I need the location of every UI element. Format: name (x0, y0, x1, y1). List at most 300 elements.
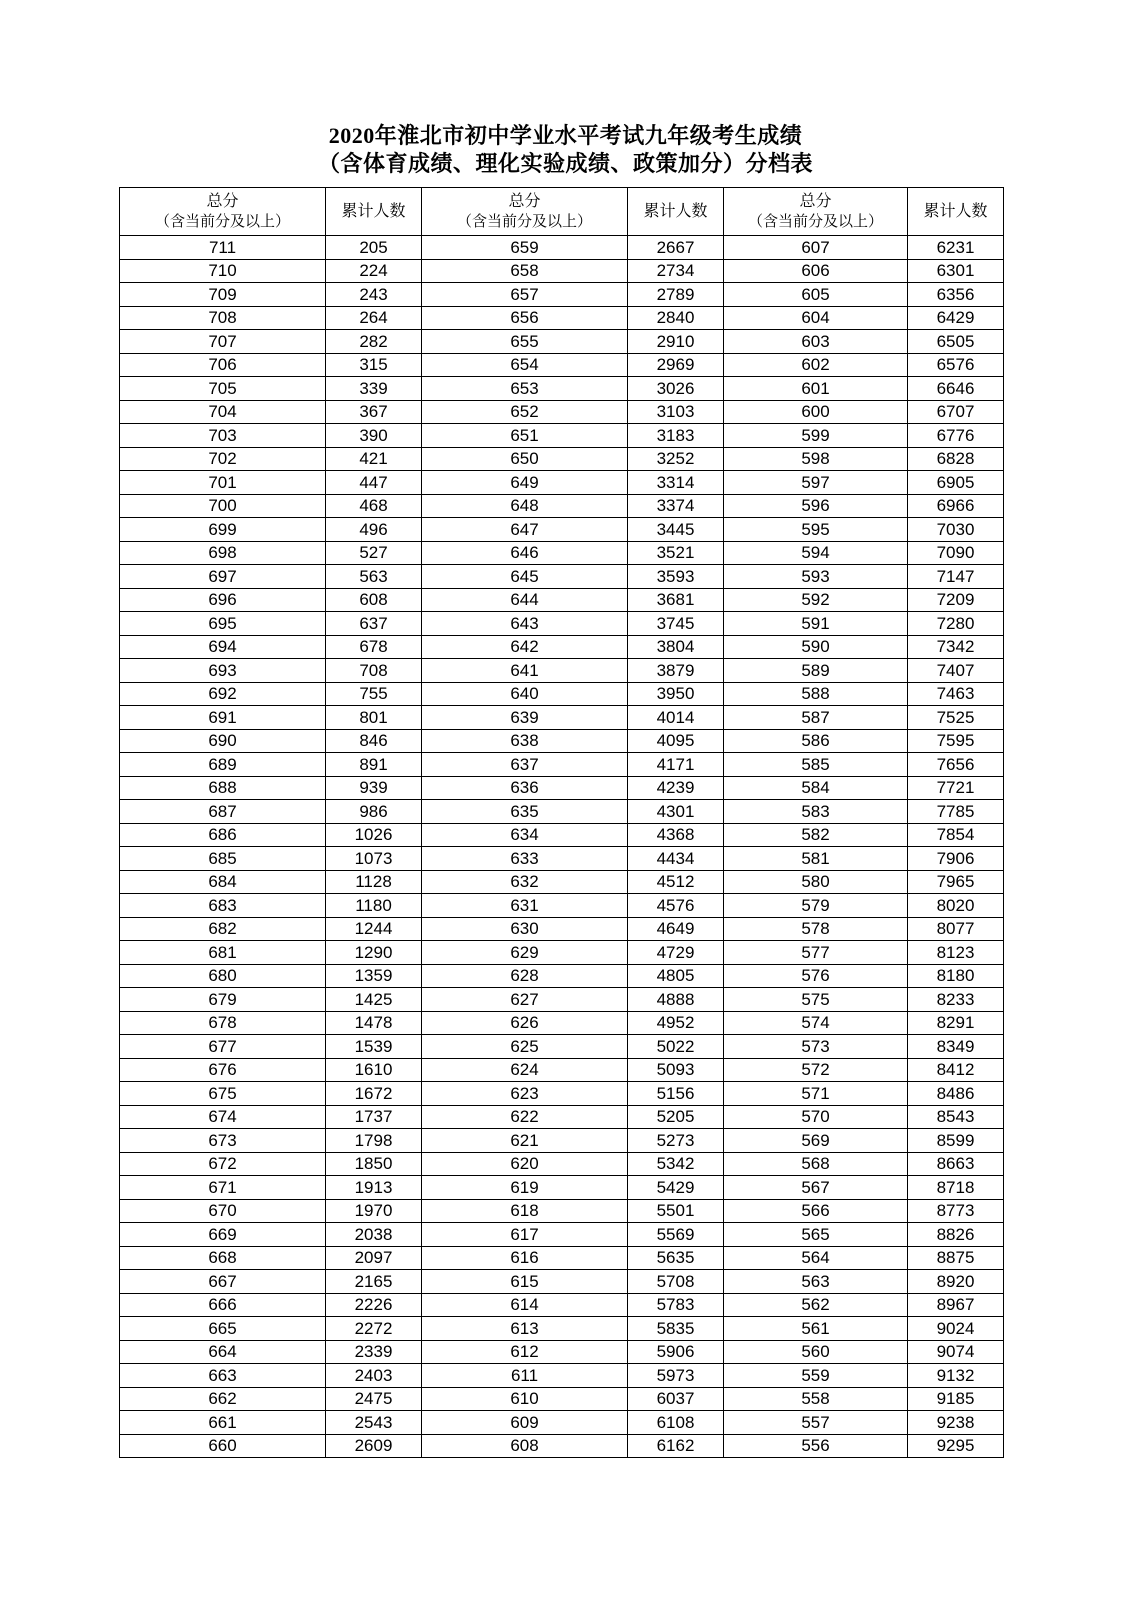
score-cell: 688 (120, 776, 326, 800)
score-cell: 634 (422, 823, 628, 847)
count-cell: 7030 (908, 518, 1004, 542)
score-cell: 610 (422, 1387, 628, 1411)
count-cell: 637 (326, 612, 422, 636)
count-cell: 367 (326, 400, 422, 424)
count-cell: 8773 (908, 1199, 1004, 1223)
count-cell: 9024 (908, 1317, 1004, 1341)
score-cell: 609 (422, 1411, 628, 1435)
score-cell: 656 (422, 306, 628, 330)
count-cell: 5342 (628, 1152, 724, 1176)
score-cell: 693 (120, 659, 326, 683)
score-cell: 586 (724, 729, 908, 753)
score-cell: 638 (422, 729, 628, 753)
score-cell: 706 (120, 353, 326, 377)
score-cell: 590 (724, 635, 908, 659)
score-cell: 690 (120, 729, 326, 753)
count-cell: 4368 (628, 823, 724, 847)
count-cell: 4171 (628, 753, 724, 777)
table-row (120, 894, 1004, 918)
count-cell: 8291 (908, 1011, 1004, 1035)
table-row (120, 565, 1004, 589)
count-cell: 3314 (628, 471, 724, 495)
count-cell: 608 (326, 588, 422, 612)
score-cell: 570 (724, 1105, 908, 1129)
table-row (120, 377, 1004, 401)
count-cell: 3681 (628, 588, 724, 612)
score-cell: 596 (724, 494, 908, 518)
count-cell: 7656 (908, 753, 1004, 777)
count-cell: 7090 (908, 541, 1004, 565)
count-cell: 1610 (326, 1058, 422, 1082)
count-cell: 4434 (628, 847, 724, 871)
table-row (120, 941, 1004, 965)
table-row (120, 471, 1004, 495)
table-row (120, 612, 1004, 636)
score-cell: 701 (120, 471, 326, 495)
count-cell: 282 (326, 330, 422, 354)
count-cell: 1672 (326, 1082, 422, 1106)
count-cell: 563 (326, 565, 422, 589)
count-cell: 4512 (628, 870, 724, 894)
table-row (120, 518, 1004, 542)
count-cell: 205 (326, 236, 422, 260)
table-row (120, 847, 1004, 871)
score-cell: 697 (120, 565, 326, 589)
count-cell: 390 (326, 424, 422, 448)
table-row (120, 1387, 1004, 1411)
score-cell: 563 (724, 1270, 908, 1294)
count-cell: 4649 (628, 917, 724, 941)
count-cell: 4952 (628, 1011, 724, 1035)
score-cell: 649 (422, 471, 628, 495)
score-cell: 572 (724, 1058, 908, 1082)
score-cell: 611 (422, 1364, 628, 1388)
count-cell: 6646 (908, 377, 1004, 401)
count-cell: 3374 (628, 494, 724, 518)
score-cell: 633 (422, 847, 628, 871)
score-cell: 569 (724, 1129, 908, 1153)
score-cell: 645 (422, 565, 628, 589)
table-row (120, 1199, 1004, 1223)
count-cell: 2543 (326, 1411, 422, 1435)
count-cell: 3183 (628, 424, 724, 448)
score-cell: 695 (120, 612, 326, 636)
count-cell: 5973 (628, 1364, 724, 1388)
header-count-2: 累计人数 (628, 188, 724, 236)
score-cell: 621 (422, 1129, 628, 1153)
score-cell: 562 (724, 1293, 908, 1317)
count-cell: 6108 (628, 1411, 724, 1435)
count-cell: 243 (326, 283, 422, 307)
count-cell: 2339 (326, 1340, 422, 1364)
count-cell: 7209 (908, 588, 1004, 612)
count-cell: 421 (326, 447, 422, 471)
score-cell: 685 (120, 847, 326, 871)
score-cell: 686 (120, 823, 326, 847)
score-cell: 640 (422, 682, 628, 706)
count-cell: 5156 (628, 1082, 724, 1106)
table-row (120, 800, 1004, 824)
score-cell: 618 (422, 1199, 628, 1223)
table-row (120, 400, 1004, 424)
score-cell: 605 (724, 283, 908, 307)
score-cell: 672 (120, 1152, 326, 1176)
count-cell: 8543 (908, 1105, 1004, 1129)
score-cell: 632 (422, 870, 628, 894)
score-cell: 582 (724, 823, 908, 847)
table-row (120, 259, 1004, 283)
score-cell: 557 (724, 1411, 908, 1435)
count-cell: 5569 (628, 1223, 724, 1247)
title-line-1: 2020年淮北市初中学业水平考试九年级考生成绩 (328, 123, 803, 148)
score-cell: 619 (422, 1176, 628, 1200)
count-cell: 8967 (908, 1293, 1004, 1317)
score-cell: 681 (120, 941, 326, 965)
score-cell: 703 (120, 424, 326, 448)
table-row (120, 823, 1004, 847)
count-cell: 2038 (326, 1223, 422, 1247)
count-cell: 2165 (326, 1270, 422, 1294)
score-cell: 689 (120, 753, 326, 777)
count-cell: 3804 (628, 635, 724, 659)
count-cell: 4888 (628, 988, 724, 1012)
score-cell: 584 (724, 776, 908, 800)
score-cell: 593 (724, 565, 908, 589)
count-cell: 2789 (628, 283, 724, 307)
score-cell: 574 (724, 1011, 908, 1035)
count-cell: 3521 (628, 541, 724, 565)
score-cell: 577 (724, 941, 908, 965)
score-cell: 698 (120, 541, 326, 565)
table-row (120, 1058, 1004, 1082)
count-cell: 8020 (908, 894, 1004, 918)
score-cell: 696 (120, 588, 326, 612)
score-cell: 631 (422, 894, 628, 918)
count-cell: 1359 (326, 964, 422, 988)
table-row (120, 1317, 1004, 1341)
table-header-row (120, 188, 1004, 236)
score-cell: 625 (422, 1035, 628, 1059)
table-row (120, 424, 1004, 448)
count-cell: 708 (326, 659, 422, 683)
count-cell: 2910 (628, 330, 724, 354)
count-cell: 4014 (628, 706, 724, 730)
score-cell: 660 (120, 1434, 326, 1458)
score-cell: 675 (120, 1082, 326, 1106)
score-cell: 623 (422, 1082, 628, 1106)
count-cell: 4301 (628, 800, 724, 824)
score-cell: 622 (422, 1105, 628, 1129)
count-cell: 1073 (326, 847, 422, 871)
count-cell: 8599 (908, 1129, 1004, 1153)
score-cell: 674 (120, 1105, 326, 1129)
score-cell: 650 (422, 447, 628, 471)
table-row (120, 635, 1004, 659)
score-cell: 680 (120, 964, 326, 988)
score-cell: 641 (422, 659, 628, 683)
table-row (120, 494, 1004, 518)
score-cell: 585 (724, 753, 908, 777)
table-row (120, 729, 1004, 753)
score-cell: 654 (422, 353, 628, 377)
table-row (120, 447, 1004, 471)
count-cell: 6037 (628, 1387, 724, 1411)
score-cell: 711 (120, 236, 326, 260)
count-cell: 846 (326, 729, 422, 753)
score-cell: 598 (724, 447, 908, 471)
score-cell: 560 (724, 1340, 908, 1364)
count-cell: 2734 (628, 259, 724, 283)
score-cell: 646 (422, 541, 628, 565)
table-row (120, 1411, 1004, 1435)
score-cell: 648 (422, 494, 628, 518)
table-row (120, 236, 1004, 260)
score-cell: 708 (120, 306, 326, 330)
table-row (120, 1223, 1004, 1247)
count-cell: 2609 (326, 1434, 422, 1458)
count-cell: 8663 (908, 1152, 1004, 1176)
count-cell: 5783 (628, 1293, 724, 1317)
table-row (120, 1129, 1004, 1153)
table-row (120, 1246, 1004, 1270)
count-cell: 1478 (326, 1011, 422, 1035)
count-cell: 8718 (908, 1176, 1004, 1200)
count-cell: 7525 (908, 706, 1004, 730)
title-line-2: （含体育成绩、理化实验成绩、政策加分）分档表 (317, 151, 813, 176)
count-cell: 5708 (628, 1270, 724, 1294)
table-row (120, 306, 1004, 330)
count-cell: 224 (326, 259, 422, 283)
score-cell: 655 (422, 330, 628, 354)
score-cell: 658 (422, 259, 628, 283)
score-cell: 653 (422, 377, 628, 401)
score-cell: 595 (724, 518, 908, 542)
count-cell: 2475 (326, 1387, 422, 1411)
count-cell: 6505 (908, 330, 1004, 354)
count-cell: 8826 (908, 1223, 1004, 1247)
count-cell: 339 (326, 377, 422, 401)
count-cell: 4729 (628, 941, 724, 965)
count-cell: 678 (326, 635, 422, 659)
score-cell: 589 (724, 659, 908, 683)
score-cell: 676 (120, 1058, 326, 1082)
table-row (120, 964, 1004, 988)
score-cell: 679 (120, 988, 326, 1012)
score-cell: 665 (120, 1317, 326, 1341)
score-cell: 556 (724, 1434, 908, 1458)
count-cell: 5205 (628, 1105, 724, 1129)
score-cell: 668 (120, 1246, 326, 1270)
count-cell: 3593 (628, 565, 724, 589)
count-cell: 8233 (908, 988, 1004, 1012)
score-cell: 573 (724, 1035, 908, 1059)
table-row (120, 1293, 1004, 1317)
table-row (120, 330, 1004, 354)
table-row (120, 917, 1004, 941)
score-cell: 710 (120, 259, 326, 283)
count-cell: 1970 (326, 1199, 422, 1223)
count-cell: 3103 (628, 400, 724, 424)
score-cell: 564 (724, 1246, 908, 1270)
count-cell: 7854 (908, 823, 1004, 847)
count-cell: 2272 (326, 1317, 422, 1341)
count-cell: 1850 (326, 1152, 422, 1176)
score-cell: 616 (422, 1246, 628, 1270)
count-cell: 1913 (326, 1176, 422, 1200)
count-cell: 7906 (908, 847, 1004, 871)
score-cell: 677 (120, 1035, 326, 1059)
score-cell: 627 (422, 988, 628, 1012)
count-cell: 755 (326, 682, 422, 706)
score-cell: 694 (120, 635, 326, 659)
count-cell: 9074 (908, 1340, 1004, 1364)
count-cell: 1128 (326, 870, 422, 894)
score-cell: 579 (724, 894, 908, 918)
score-cell: 669 (120, 1223, 326, 1247)
header-score-sub: （含当前分及以上） (456, 212, 592, 230)
score-cell: 666 (120, 1293, 326, 1317)
score-cell: 559 (724, 1364, 908, 1388)
count-cell: 1425 (326, 988, 422, 1012)
table-row (120, 1035, 1004, 1059)
score-cell: 700 (120, 494, 326, 518)
count-cell: 527 (326, 541, 422, 565)
score-cell: 597 (724, 471, 908, 495)
score-cell: 626 (422, 1011, 628, 1035)
count-cell: 891 (326, 753, 422, 777)
score-cell: 612 (422, 1340, 628, 1364)
score-cell: 607 (724, 236, 908, 260)
score-cell: 624 (422, 1058, 628, 1082)
score-cell: 608 (422, 1434, 628, 1458)
score-cell: 615 (422, 1270, 628, 1294)
count-cell: 9238 (908, 1411, 1004, 1435)
score-cell: 594 (724, 541, 908, 565)
score-cell: 637 (422, 753, 628, 777)
table-row (120, 1434, 1004, 1458)
count-cell: 468 (326, 494, 422, 518)
count-cell: 2097 (326, 1246, 422, 1270)
table-row (120, 1364, 1004, 1388)
count-cell: 264 (326, 306, 422, 330)
count-cell: 5093 (628, 1058, 724, 1082)
score-cell: 613 (422, 1317, 628, 1341)
count-cell: 6356 (908, 283, 1004, 307)
document-title (0, 122, 1131, 178)
score-cell: 568 (724, 1152, 908, 1176)
count-cell: 315 (326, 353, 422, 377)
score-cell: 664 (120, 1340, 326, 1364)
count-cell: 3445 (628, 518, 724, 542)
count-cell: 5429 (628, 1176, 724, 1200)
count-cell: 7463 (908, 682, 1004, 706)
score-cell: 673 (120, 1129, 326, 1153)
score-cell: 578 (724, 917, 908, 941)
score-cell: 647 (422, 518, 628, 542)
count-cell: 3026 (628, 377, 724, 401)
score-cell: 709 (120, 283, 326, 307)
count-cell: 5501 (628, 1199, 724, 1223)
table-row (120, 353, 1004, 377)
header-count-1: 累计人数 (326, 188, 422, 236)
score-cell: 620 (422, 1152, 628, 1176)
table-row (120, 1105, 1004, 1129)
count-cell: 6301 (908, 259, 1004, 283)
score-cell: 671 (120, 1176, 326, 1200)
score-cell: 636 (422, 776, 628, 800)
count-cell: 1290 (326, 941, 422, 965)
score-cell: 667 (120, 1270, 326, 1294)
score-cell: 652 (422, 400, 628, 424)
count-cell: 6905 (908, 471, 1004, 495)
score-cell: 662 (120, 1387, 326, 1411)
count-cell: 7965 (908, 870, 1004, 894)
count-cell: 6828 (908, 447, 1004, 471)
count-cell: 4095 (628, 729, 724, 753)
count-cell: 1244 (326, 917, 422, 941)
count-cell: 7721 (908, 776, 1004, 800)
count-cell: 3252 (628, 447, 724, 471)
table-row (120, 1152, 1004, 1176)
count-cell: 7407 (908, 659, 1004, 683)
table-row (120, 706, 1004, 730)
count-cell: 8180 (908, 964, 1004, 988)
table-row (120, 1270, 1004, 1294)
count-cell: 8920 (908, 1270, 1004, 1294)
count-cell: 986 (326, 800, 422, 824)
table-row (120, 659, 1004, 683)
score-cell: 635 (422, 800, 628, 824)
score-cell: 558 (724, 1387, 908, 1411)
count-cell: 9132 (908, 1364, 1004, 1388)
count-cell: 2226 (326, 1293, 422, 1317)
count-cell: 6429 (908, 306, 1004, 330)
table-row (120, 682, 1004, 706)
header-score-sub: （含当前分及以上） (154, 212, 290, 230)
count-cell: 496 (326, 518, 422, 542)
score-cell: 614 (422, 1293, 628, 1317)
count-cell: 8077 (908, 917, 1004, 941)
score-cell: 592 (724, 588, 908, 612)
count-cell: 3745 (628, 612, 724, 636)
score-cell: 566 (724, 1199, 908, 1223)
score-cell: 591 (724, 612, 908, 636)
score-cell: 644 (422, 588, 628, 612)
score-cell: 691 (120, 706, 326, 730)
count-cell: 447 (326, 471, 422, 495)
score-cell: 707 (120, 330, 326, 354)
count-cell: 1539 (326, 1035, 422, 1059)
score-cell: 699 (120, 518, 326, 542)
table-row (120, 541, 1004, 565)
score-cell: 670 (120, 1199, 326, 1223)
table-row (120, 753, 1004, 777)
table-row (120, 1011, 1004, 1035)
count-cell: 2969 (628, 353, 724, 377)
count-cell: 5906 (628, 1340, 724, 1364)
table-row (120, 1340, 1004, 1364)
count-cell: 6162 (628, 1434, 724, 1458)
score-cell: 561 (724, 1317, 908, 1341)
table-row (120, 988, 1004, 1012)
count-cell: 7342 (908, 635, 1004, 659)
score-cell: 604 (724, 306, 908, 330)
score-cell: 617 (422, 1223, 628, 1247)
count-cell: 7147 (908, 565, 1004, 589)
count-cell: 9295 (908, 1434, 1004, 1458)
score-cell: 587 (724, 706, 908, 730)
count-cell: 2667 (628, 236, 724, 260)
